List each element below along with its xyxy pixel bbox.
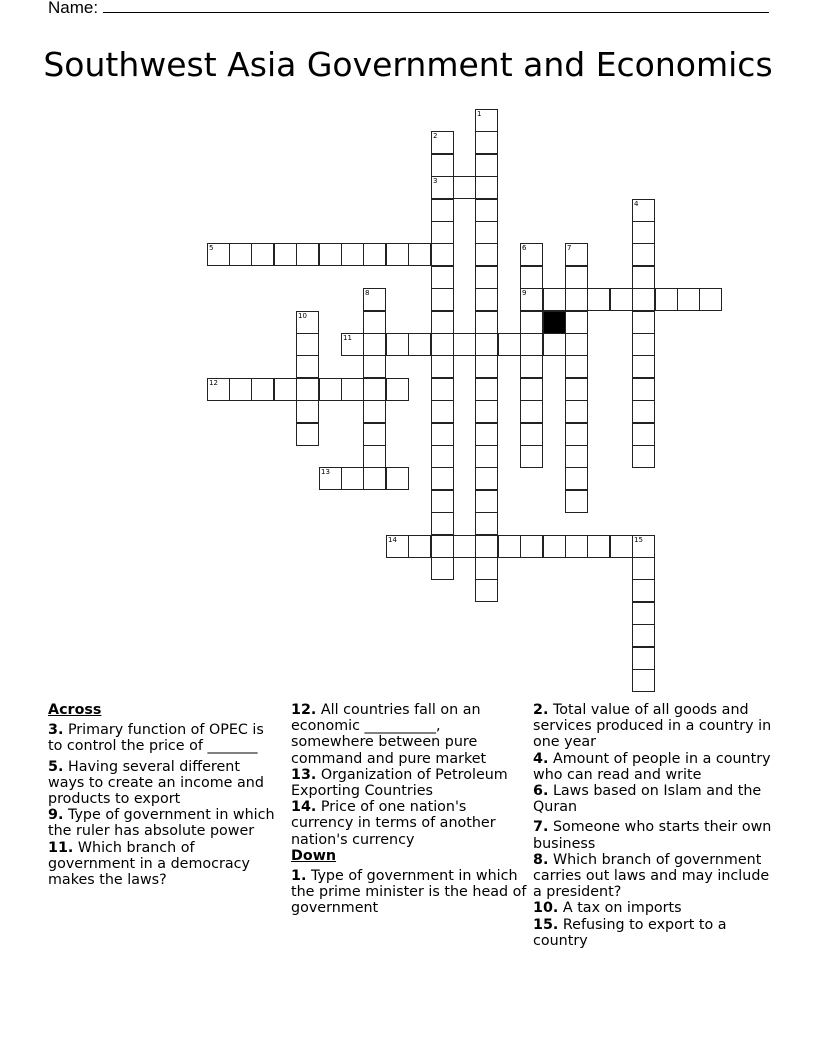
clue-number: 5 xyxy=(209,244,214,252)
grid-cell[interactable] xyxy=(296,423,319,446)
grid-cell[interactable] xyxy=(453,176,476,199)
grid-cell[interactable] xyxy=(251,378,274,401)
clue-number: 11 xyxy=(343,334,352,342)
grid-cell[interactable] xyxy=(543,535,566,558)
grid-cell[interactable] xyxy=(520,445,543,468)
grid-cell[interactable] xyxy=(565,288,588,311)
grid-cell[interactable] xyxy=(520,333,543,356)
grid-cell[interactable] xyxy=(431,176,454,199)
clue-number: 3 xyxy=(433,177,438,185)
clue-across-13: 13. Organization of Petroleum Exporting Countries xyxy=(291,766,508,800)
grid-cell[interactable] xyxy=(699,288,722,311)
grid-cell[interactable] xyxy=(363,333,386,356)
clue-down-10: 10. A tax on imports xyxy=(533,900,682,917)
grid-cell[interactable] xyxy=(520,311,543,334)
grid-cell[interactable] xyxy=(431,355,454,378)
clue-across-14: 14. Price of one nation's currency in terms of another nation's currency xyxy=(291,799,496,848)
grid-cell[interactable] xyxy=(520,535,543,558)
grid-cell[interactable] xyxy=(655,288,678,311)
grid-cell[interactable] xyxy=(565,311,588,334)
grid-cell[interactable] xyxy=(475,243,498,266)
grid-cell[interactable] xyxy=(610,535,633,558)
grid-cell[interactable] xyxy=(319,467,342,490)
grid-cell[interactable] xyxy=(475,400,498,423)
grid-cell[interactable] xyxy=(475,467,498,490)
clue-number: 10 xyxy=(298,312,307,320)
grid-cell[interactable] xyxy=(475,579,498,602)
grid-cell[interactable] xyxy=(475,266,498,289)
grid-cell[interactable] xyxy=(475,131,498,154)
grid-cell[interactable] xyxy=(431,467,454,490)
grid-cell[interactable] xyxy=(453,535,476,558)
grid-cell[interactable] xyxy=(632,557,655,580)
grid-cell[interactable] xyxy=(565,333,588,356)
grid-cell[interactable] xyxy=(475,490,498,513)
clue-across-5: 5. Having several different ways to create an income and products to export xyxy=(48,758,264,808)
grid-cell[interactable] xyxy=(431,400,454,423)
grid-cell[interactable] xyxy=(632,333,655,356)
grid-cell[interactable] xyxy=(341,333,364,356)
grid-cell[interactable] xyxy=(632,602,655,625)
grid-cell[interactable] xyxy=(363,311,386,334)
grid-cell[interactable] xyxy=(475,311,498,334)
clues-column-1 xyxy=(48,702,276,888)
clue-across-12: 12. All countries fall on an economic __________, somewhere between pure command and pure market xyxy=(291,702,487,767)
clue-number: 12 xyxy=(209,379,218,387)
grid-cell[interactable] xyxy=(587,535,610,558)
grid-cell[interactable] xyxy=(475,221,498,244)
grid-cell[interactable] xyxy=(543,333,566,356)
grid-cell[interactable] xyxy=(587,288,610,311)
across-header: Across xyxy=(48,702,102,718)
grid-cell[interactable] xyxy=(565,423,588,446)
clue-number: 8 xyxy=(365,289,370,297)
grid-cell[interactable] xyxy=(431,131,454,154)
grid-cell[interactable] xyxy=(632,266,655,289)
clue-number: 4 xyxy=(634,200,639,208)
clue-down-1: 1. Type of government in which the prime minister is the head of government xyxy=(291,868,527,917)
grid-cell[interactable] xyxy=(319,243,342,266)
grid-cell[interactable] xyxy=(677,288,700,311)
grid-cell[interactable] xyxy=(475,333,498,356)
grid-cell[interactable] xyxy=(565,378,588,401)
grid-cell[interactable] xyxy=(341,378,364,401)
grid-cell[interactable] xyxy=(475,109,498,132)
grid-cell[interactable] xyxy=(363,378,386,401)
grid-cell[interactable] xyxy=(431,557,454,580)
grid-cell[interactable] xyxy=(475,423,498,446)
grid-cell[interactable] xyxy=(498,333,521,356)
grid-cell[interactable] xyxy=(431,490,454,513)
grid-cell[interactable] xyxy=(475,535,498,558)
clue-down-8: 8. Which branch of government carries out laws and may include a president? xyxy=(533,851,770,901)
grid-cell[interactable] xyxy=(207,378,230,401)
grid-cell[interactable] xyxy=(431,445,454,468)
clue-number: 14 xyxy=(388,536,397,544)
clues-column-2 xyxy=(291,702,527,917)
clue-down-4: 4. Amount of people in a country who can read and write xyxy=(533,750,771,783)
grid-cell[interactable] xyxy=(363,423,386,446)
grid-cell[interactable] xyxy=(386,378,409,401)
grid-cell[interactable] xyxy=(251,243,274,266)
grid-cell[interactable] xyxy=(632,199,655,222)
grid-cell[interactable] xyxy=(229,378,252,401)
clue-number: 2 xyxy=(433,132,438,140)
grid-cell[interactable] xyxy=(363,355,386,378)
grid-cell[interactable] xyxy=(475,445,498,468)
grid-cell[interactable] xyxy=(520,243,543,266)
grid-cell[interactable] xyxy=(475,176,498,199)
grid-cell[interactable] xyxy=(565,535,588,558)
grid-cell[interactable] xyxy=(363,445,386,468)
clues-column-3 xyxy=(533,702,773,949)
blocked-cell xyxy=(543,311,566,334)
clue-across-11: 11. Which branch of government in a democracy makes the laws? xyxy=(48,839,250,889)
clue-down-15: 15. Refusing to export to a country xyxy=(533,916,727,949)
grid-cell[interactable] xyxy=(565,266,588,289)
grid-cell[interactable] xyxy=(363,400,386,423)
grid-cell[interactable] xyxy=(475,288,498,311)
clue-number: 6 xyxy=(522,244,527,252)
grid-cell[interactable] xyxy=(520,378,543,401)
grid-cell[interactable] xyxy=(296,333,319,356)
grid-cell[interactable] xyxy=(363,243,386,266)
clue-number: 9 xyxy=(522,289,527,297)
grid-cell[interactable] xyxy=(565,467,588,490)
grid-cell[interactable] xyxy=(453,333,476,356)
grid-cell[interactable] xyxy=(431,378,454,401)
grid-cell[interactable] xyxy=(296,400,319,423)
grid-cell[interactable] xyxy=(274,378,297,401)
down-header: Down xyxy=(291,847,337,864)
grid-cell[interactable] xyxy=(565,243,588,266)
grid-cell[interactable] xyxy=(408,535,431,558)
grid-cell[interactable] xyxy=(632,423,655,446)
clue-across-3: 3. Primary function of OPEC is to control the price of _______ xyxy=(48,722,264,755)
grid-cell[interactable] xyxy=(296,378,319,401)
puzzle-title: Southwest Asia Government and Economics xyxy=(43,45,773,84)
grid-cell[interactable] xyxy=(207,243,230,266)
grid-cell[interactable] xyxy=(431,333,454,356)
clue-number: 13 xyxy=(321,468,330,476)
grid-cell[interactable] xyxy=(543,288,566,311)
grid-cell[interactable] xyxy=(565,490,588,513)
clue-across-9: 9. Type of government in which the ruler has absolute power xyxy=(48,807,275,840)
grid-cell[interactable] xyxy=(632,624,655,647)
grid-cell[interactable] xyxy=(610,288,633,311)
grid-cell[interactable] xyxy=(386,243,409,266)
grid-cell[interactable] xyxy=(565,400,588,423)
grid-cell[interactable] xyxy=(565,445,588,468)
grid-cell[interactable] xyxy=(520,400,543,423)
grid-cell[interactable] xyxy=(475,199,498,222)
grid-cell[interactable] xyxy=(386,333,409,356)
grid-cell[interactable] xyxy=(431,512,454,535)
grid-cell[interactable] xyxy=(408,243,431,266)
grid-cell[interactable] xyxy=(475,512,498,535)
grid-cell[interactable] xyxy=(386,467,409,490)
grid-cell[interactable] xyxy=(632,221,655,244)
grid-cell[interactable] xyxy=(363,288,386,311)
grid-cell[interactable] xyxy=(229,243,252,266)
grid-cell[interactable] xyxy=(431,311,454,334)
grid-cell[interactable] xyxy=(431,221,454,244)
grid-cell[interactable] xyxy=(319,378,342,401)
grid-cell[interactable] xyxy=(520,423,543,446)
grid-cell[interactable] xyxy=(565,355,588,378)
grid-cell[interactable] xyxy=(296,243,319,266)
grid-cell[interactable] xyxy=(431,154,454,177)
grid-cell[interactable] xyxy=(431,423,454,446)
grid-cell[interactable] xyxy=(408,333,431,356)
clue-number: 15 xyxy=(634,536,643,544)
grid-cell[interactable] xyxy=(632,355,655,378)
grid-cell[interactable] xyxy=(431,535,454,558)
grid-cell[interactable] xyxy=(632,579,655,602)
grid-cell[interactable] xyxy=(498,535,521,558)
clue-down-7: 7. Someone who starts their own business xyxy=(533,819,772,852)
clue-down-2: 2. Total value of all goods and services produced in a country in one year xyxy=(533,702,772,751)
grid-cell[interactable] xyxy=(431,199,454,222)
grid-cell[interactable] xyxy=(475,557,498,580)
grid-cell[interactable] xyxy=(520,266,543,289)
grid-cell[interactable] xyxy=(632,445,655,468)
grid-cell[interactable] xyxy=(431,266,454,289)
grid-cell[interactable] xyxy=(363,467,386,490)
grid-cell[interactable] xyxy=(431,243,454,266)
grid-cell[interactable] xyxy=(274,243,297,266)
grid-cell[interactable] xyxy=(296,311,319,334)
clue-down-6: 6. Laws based on Islam and the Quran xyxy=(533,783,762,816)
grid-cell[interactable] xyxy=(431,288,454,311)
grid-cell[interactable] xyxy=(632,311,655,334)
grid-cell[interactable] xyxy=(475,378,498,401)
grid-cell[interactable] xyxy=(520,355,543,378)
grid-cell[interactable] xyxy=(632,669,655,692)
grid-cell[interactable] xyxy=(632,288,655,311)
clue-number: 7 xyxy=(567,244,572,252)
grid-cell[interactable] xyxy=(632,400,655,423)
grid-cell[interactable] xyxy=(520,288,543,311)
grid-cell[interactable] xyxy=(475,355,498,378)
grid-cell[interactable] xyxy=(632,378,655,401)
grid-cell[interactable] xyxy=(296,355,319,378)
grid-cell[interactable] xyxy=(632,535,655,558)
grid-cell[interactable] xyxy=(632,647,655,670)
grid-cell[interactable] xyxy=(632,243,655,266)
grid-cell[interactable] xyxy=(386,535,409,558)
grid-cell[interactable] xyxy=(341,467,364,490)
name-label: Name: xyxy=(48,0,99,17)
clue-number: 1 xyxy=(477,110,482,118)
grid-cell[interactable] xyxy=(475,154,498,177)
grid-cell[interactable] xyxy=(341,243,364,266)
